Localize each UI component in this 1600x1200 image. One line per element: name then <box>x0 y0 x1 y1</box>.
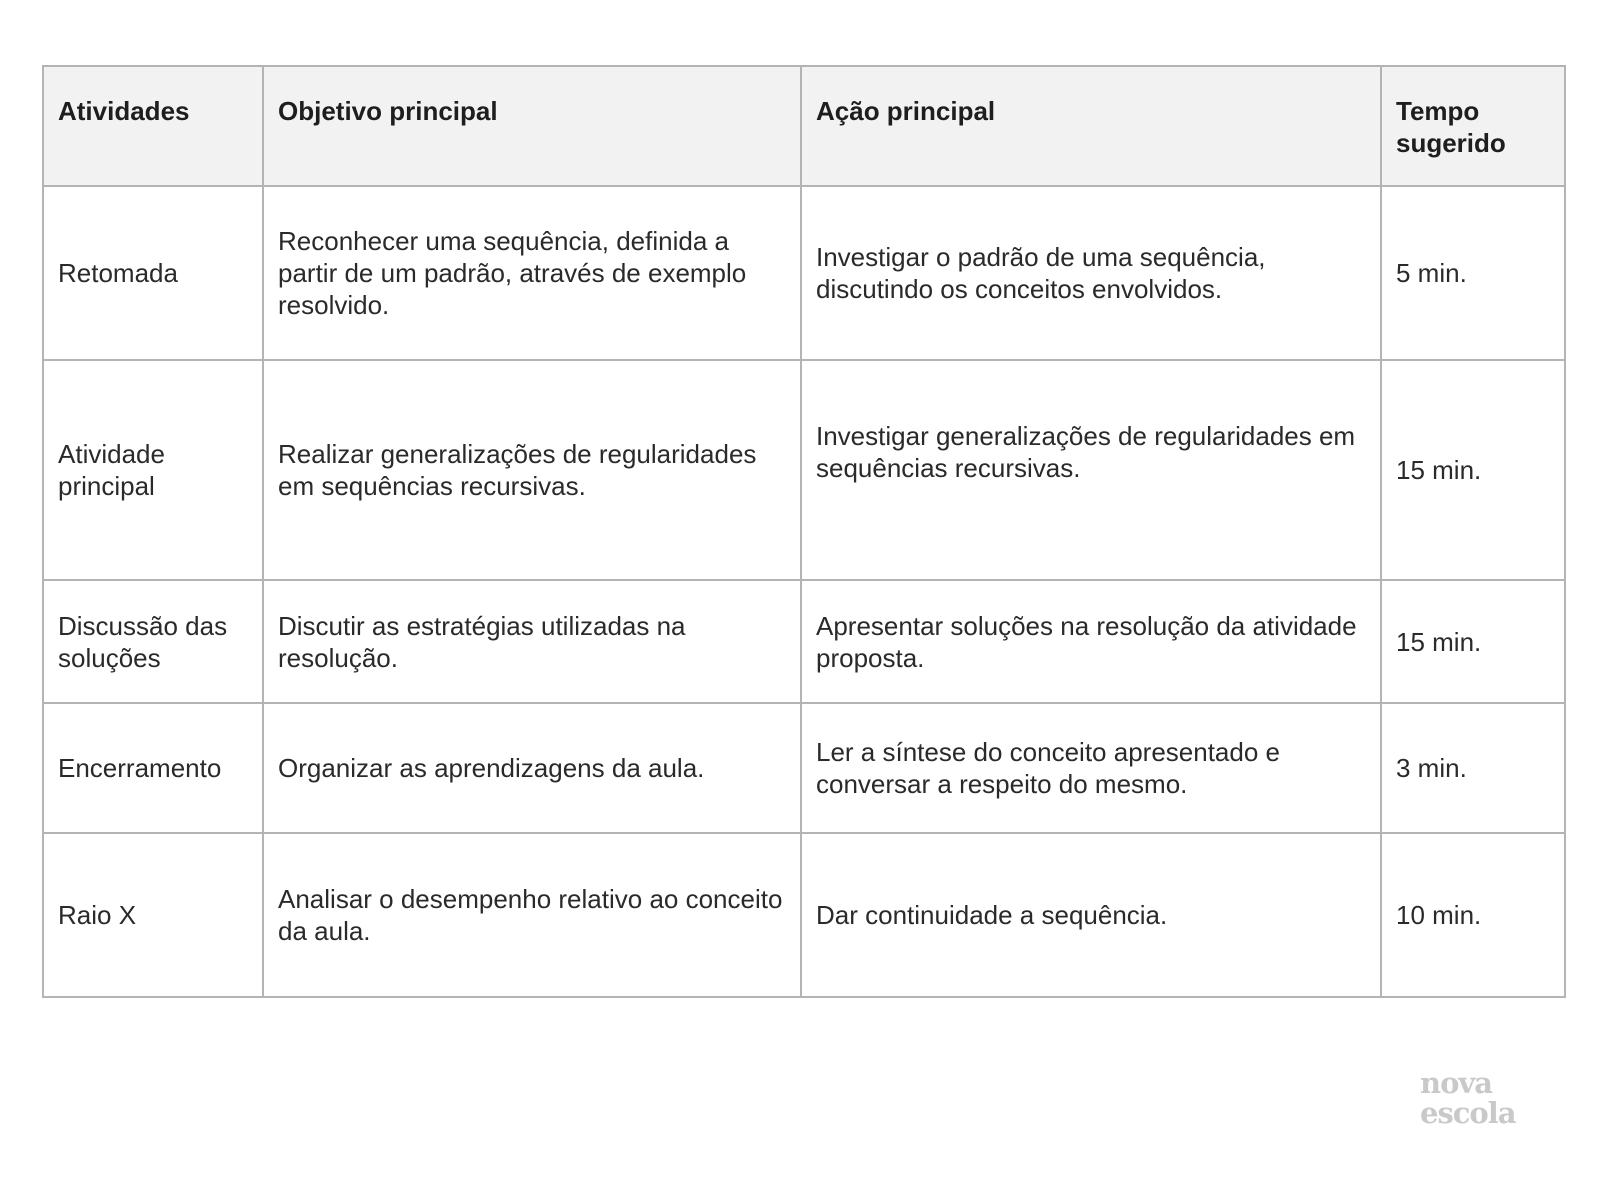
cell-acao <box>801 186 1381 360</box>
lesson-plan-table <box>42 65 1566 998</box>
cell-acao-text: Dar continuidade a sequência. <box>816 900 1168 930</box>
cell-acao <box>801 580 1381 703</box>
header-acao: Ação principal <box>801 66 1381 186</box>
cell-acao-text: Investigar o padrão de uma sequência, discutindo os conceitos envolvidos. <box>816 242 1266 304</box>
cell-atividade: Atividade principal <box>43 360 263 580</box>
cell-acao-text: Investigar generalizações de regularidades em sequências recursivas. <box>816 421 1356 483</box>
cell-atividade: Discussão das soluções <box>43 580 263 703</box>
header-objetivo: Objetivo principal <box>263 66 801 186</box>
table-row <box>43 580 1565 703</box>
cell-tempo: 15 min. <box>1381 580 1565 703</box>
cell-objetivo: Reconhecer uma sequência, definida a partir de um padrão, através de exemplo resolvido. <box>263 186 801 360</box>
cell-atividade: Retomada <box>43 186 263 360</box>
cell-objetivo: Discutir as estratégias utilizadas na resolução. <box>263 580 801 703</box>
cell-objetivo: Organizar as aprendizagens da aula. <box>263 703 801 833</box>
cell-acao <box>801 703 1381 833</box>
cell-tempo: 3 min. <box>1381 703 1565 833</box>
cell-atividade: Encerramento <box>43 703 263 833</box>
cell-tempo: 5 min. <box>1381 186 1565 360</box>
cell-acao-text: Apresentar soluções na resolução da atividade proposta. <box>816 610 1357 673</box>
cell-objetivo: Analisar o desempenho relativo ao conceito da aula. <box>263 833 801 997</box>
table-row <box>43 833 1565 997</box>
table-header-row <box>43 66 1565 186</box>
header-atividades: Atividades <box>43 66 263 186</box>
cell-acao <box>801 833 1381 997</box>
cell-tempo: 10 min. <box>1381 833 1565 997</box>
cell-atividade: Raio X <box>43 833 263 997</box>
header-tempo: Tempo sugerido <box>1381 66 1565 186</box>
table-row <box>43 703 1565 833</box>
cell-tempo: 15 min. <box>1381 360 1565 580</box>
table-row <box>43 186 1565 360</box>
table-row <box>43 360 1565 580</box>
cell-acao-text: Ler a síntese do conceito apresentado e conversar a respeito do mesmo. <box>816 737 1280 799</box>
logo-line-1: nova <box>1420 1066 1493 1100</box>
nova-escola-logo <box>1420 1068 1540 1128</box>
logo-line-2: escola <box>1420 1096 1516 1130</box>
cell-objetivo: Realizar generalizações de regularidades em sequências recursivas. <box>263 360 801 580</box>
cell-acao <box>801 360 1381 580</box>
